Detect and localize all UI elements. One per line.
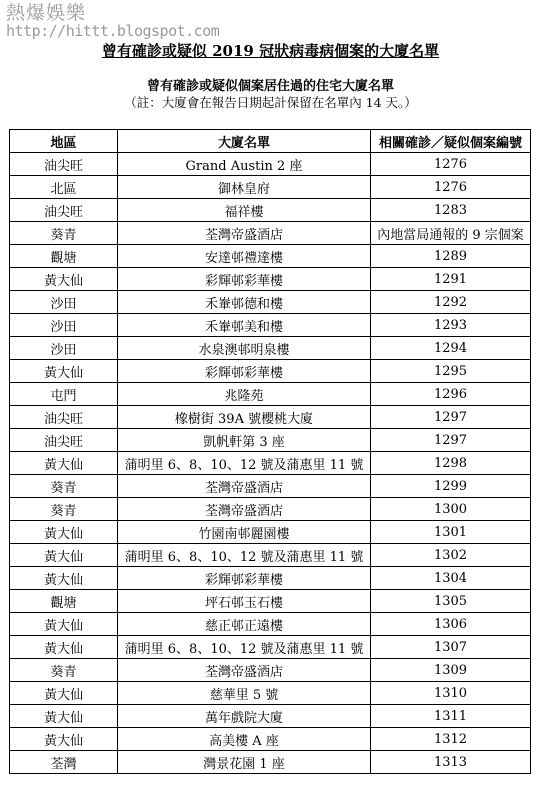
cell-district: 油尖旺	[10, 199, 118, 222]
cell-district: 葵青	[10, 659, 118, 682]
document-note: （註：大廈會在報告日期起計保留在名單內 14 天。）	[124, 95, 417, 110]
cell-district: 沙田	[10, 314, 118, 337]
cell-building: Grand Austin 2 座	[118, 153, 371, 176]
cell-building: 萬年戲院大廈	[118, 705, 371, 728]
cell-case-number: 1295	[371, 360, 531, 383]
cell-building: 彩輝邨彩華樓	[118, 567, 371, 590]
document-title	[0, 40, 541, 61]
cell-building: 凱帆軒第 3 座	[118, 429, 371, 452]
cell-building: 慈華里 5 號	[118, 682, 371, 705]
cell-district: 屯門	[10, 383, 118, 406]
watermark	[6, 4, 219, 40]
table-row	[10, 291, 531, 314]
table-row	[10, 406, 531, 429]
table-row	[10, 751, 531, 774]
cell-case-number: 1298	[371, 452, 531, 475]
cell-building: 蒲明里 6、8、10、12 號及蒲惠里 11 號	[118, 452, 371, 475]
cell-case-number: 1304	[371, 567, 531, 590]
cell-district: 黃大仙	[10, 705, 118, 728]
document-subtitle: 曾有確診或疑似個案居住過的住宅大廈名單	[146, 79, 394, 94]
cell-building: 慈正邨正遠樓	[118, 613, 371, 636]
cell-case-number: 1297	[371, 406, 531, 429]
table-row	[10, 452, 531, 475]
cell-building: 橡樹街 39A 號櫻桃大廈	[118, 406, 371, 429]
cell-district: 黃大仙	[10, 728, 118, 751]
header-case-number: 相關確診／疑似個案編號	[371, 130, 531, 153]
table-row	[10, 268, 531, 291]
cell-case-number: 1306	[371, 613, 531, 636]
cell-case-number: 1309	[371, 659, 531, 682]
table-row	[10, 498, 531, 521]
cell-district: 觀塘	[10, 590, 118, 613]
table-row	[10, 383, 531, 406]
building-list-table	[9, 129, 531, 774]
cell-district: 黃大仙	[10, 682, 118, 705]
cell-case-number: 1292	[371, 291, 531, 314]
cell-building: 荃灣帝盛酒店	[118, 498, 371, 521]
cell-district: 黃大仙	[10, 636, 118, 659]
cell-case-number: 1294	[371, 337, 531, 360]
cell-case-number: 內地當局通報的 9 宗個案	[371, 222, 531, 245]
table-row	[10, 222, 531, 245]
table-row	[10, 682, 531, 705]
cell-case-number: 1291	[371, 268, 531, 291]
cell-case-number: 1301	[371, 521, 531, 544]
table-row	[10, 636, 531, 659]
cell-case-number: 1276	[371, 153, 531, 176]
cell-district: 葵青	[10, 498, 118, 521]
table-row	[10, 337, 531, 360]
cell-district: 荃灣	[10, 751, 118, 774]
cell-district: 觀塘	[10, 245, 118, 268]
cell-building: 水泉澳邨明泉樓	[118, 337, 371, 360]
table-row	[10, 728, 531, 751]
cell-building: 荃灣帝盛酒店	[118, 475, 371, 498]
cell-building: 禾輋邨美和樓	[118, 314, 371, 337]
cell-district: 葵青	[10, 222, 118, 245]
table-row	[10, 429, 531, 452]
watermark-site-name: 熱爆娛樂	[6, 2, 87, 24]
cell-case-number: 1311	[371, 705, 531, 728]
cell-building: 御林皇府	[118, 176, 371, 199]
cell-building: 灣景花園 1 座	[118, 751, 371, 774]
table-row	[10, 567, 531, 590]
table-row	[10, 544, 531, 567]
cell-building: 彩輝邨彩華樓	[118, 268, 371, 291]
cell-district: 油尖旺	[10, 429, 118, 452]
cell-district: 黃大仙	[10, 567, 118, 590]
cell-district: 黃大仙	[10, 613, 118, 636]
table-row	[10, 475, 531, 498]
cell-district: 黃大仙	[10, 521, 118, 544]
cell-case-number: 1289	[371, 245, 531, 268]
table-row	[10, 521, 531, 544]
cell-district: 油尖旺	[10, 153, 118, 176]
cell-district: 沙田	[10, 291, 118, 314]
cell-case-number: 1312	[371, 728, 531, 751]
cell-case-number: 1299	[371, 475, 531, 498]
cell-building: 高美樓 A 座	[118, 728, 371, 751]
cell-building: 禾輋邨德和樓	[118, 291, 371, 314]
document-title-text: 曾有確診或疑似 2019 冠狀病毒病個案的大廈名單	[101, 42, 440, 60]
cell-case-number: 1293	[371, 314, 531, 337]
cell-case-number: 1310	[371, 682, 531, 705]
cell-building: 竹園南邨麗園樓	[118, 521, 371, 544]
cell-building: 彩輝邨彩華樓	[118, 360, 371, 383]
table-row	[10, 613, 531, 636]
header-district: 地區	[10, 130, 118, 153]
cell-building: 荃灣帝盛酒店	[118, 659, 371, 682]
cell-district: 黃大仙	[10, 268, 118, 291]
table-row	[10, 245, 531, 268]
cell-case-number: 1302	[371, 544, 531, 567]
cell-building: 蒲明里 6、8、10、12 號及蒲惠里 11 號	[118, 544, 371, 567]
table-row	[10, 659, 531, 682]
cell-building: 福祥樓	[118, 199, 371, 222]
cell-district: 葵青	[10, 475, 118, 498]
cell-district: 北區	[10, 176, 118, 199]
table-row	[10, 176, 531, 199]
cell-district: 黃大仙	[10, 452, 118, 475]
cell-building: 兆隆苑	[118, 383, 371, 406]
cell-case-number: 1296	[371, 383, 531, 406]
cell-case-number: 1305	[371, 590, 531, 613]
watermark-url: http://hittt.blogspot.com	[6, 21, 220, 40]
table-row	[10, 153, 531, 176]
cell-building: 安達邨禮達樓	[118, 245, 371, 268]
cell-case-number: 1307	[371, 636, 531, 659]
cell-case-number: 1313	[371, 751, 531, 774]
table-row	[10, 590, 531, 613]
header-building: 大廈名單	[118, 130, 371, 153]
cell-district: 沙田	[10, 337, 118, 360]
cell-building: 荃灣帝盛酒店	[118, 222, 371, 245]
cell-district: 黃大仙	[10, 544, 118, 567]
cell-case-number: 1276	[371, 176, 531, 199]
table-row	[10, 705, 531, 728]
table-row	[10, 199, 531, 222]
table-body	[10, 153, 531, 774]
cell-building: 蒲明里 6、8、10、12 號及蒲惠里 11 號	[118, 636, 371, 659]
cell-case-number: 1283	[371, 199, 531, 222]
cell-building: 坪石邨玉石樓	[118, 590, 371, 613]
cell-district: 黃大仙	[10, 360, 118, 383]
table-row	[10, 360, 531, 383]
table-header-row	[10, 130, 531, 153]
cell-case-number: 1297	[371, 429, 531, 452]
table-row	[10, 314, 531, 337]
cell-case-number: 1300	[371, 498, 531, 521]
cell-district: 油尖旺	[10, 406, 118, 429]
